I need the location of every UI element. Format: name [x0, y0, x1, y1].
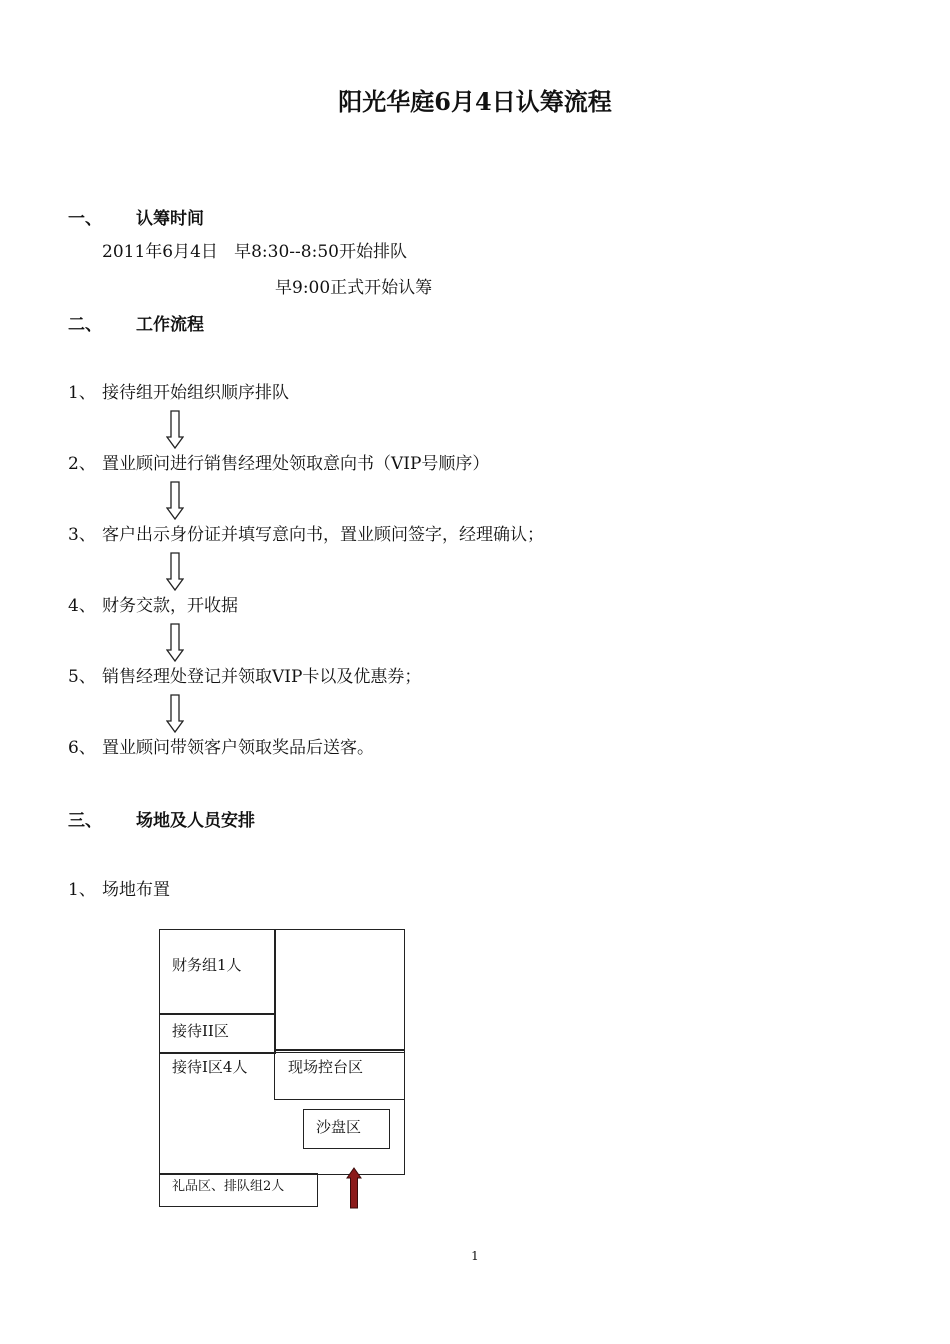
section3-number: 三、	[68, 811, 102, 831]
section1-heading: 认筹时间	[136, 209, 204, 229]
step-1-number: 1、	[68, 383, 96, 403]
page-title: 阳光华庭6月4日认筹流程	[338, 87, 612, 116]
finance-label: 财务组1人	[172, 956, 242, 974]
step-1-text: 接待组开始组织顺序排队	[102, 383, 289, 403]
page-number: 1	[471, 1249, 479, 1263]
step-2-number: 2、	[68, 454, 96, 474]
step-4-text: 财务交款，开收据	[102, 596, 238, 616]
reception-2-label: 接待II区	[172, 1022, 229, 1040]
flow-arrow-down-icon	[166, 481, 184, 521]
upper-right-zone	[274, 929, 405, 1051]
step-5-number: 5、	[68, 667, 96, 687]
step-6-text: 置业顾问带领客户领取奖品后送客。	[102, 738, 374, 758]
section1-number: 一、	[68, 209, 102, 229]
section1-line1: 2011年6月4日 早8:30--8:50开始排队	[102, 242, 407, 262]
step-2-text: 置业顾问进行销售经理处领取意向书（VIP号顺序）	[102, 454, 490, 474]
step-4-number: 4、	[68, 596, 96, 616]
flow-arrow-down-icon	[166, 410, 184, 450]
sub1-number: 1、	[68, 880, 96, 900]
gift-label: 礼品区、排队组2人	[172, 1179, 285, 1194]
control-label: 现场控台区	[288, 1058, 364, 1076]
entrance-arrow-up-icon	[345, 1167, 363, 1209]
flow-arrow-down-icon	[166, 552, 184, 592]
step-6-number: 6、	[68, 738, 96, 758]
section2-number: 二、	[68, 315, 102, 335]
sandtable-label: 沙盘区	[316, 1118, 362, 1136]
step-3-number: 3、	[68, 525, 96, 545]
step-3-text: 客户出示身份证并填写意向书，置业顾问签字，经理确认；	[102, 525, 544, 545]
section2-heading: 工作流程	[136, 315, 204, 335]
flow-arrow-down-icon	[166, 694, 184, 734]
step-5-text: 销售经理处登记并领取VIP卡以及优惠券；	[102, 667, 422, 687]
reception-1-label: 接待I区4人	[172, 1058, 248, 1076]
flow-arrow-down-icon	[166, 623, 184, 663]
section1-line2: 早9:00正式开始认筹	[275, 278, 433, 298]
sub1-text: 场地布置	[102, 880, 170, 900]
section3-heading: 场地及人员安排	[136, 811, 255, 831]
